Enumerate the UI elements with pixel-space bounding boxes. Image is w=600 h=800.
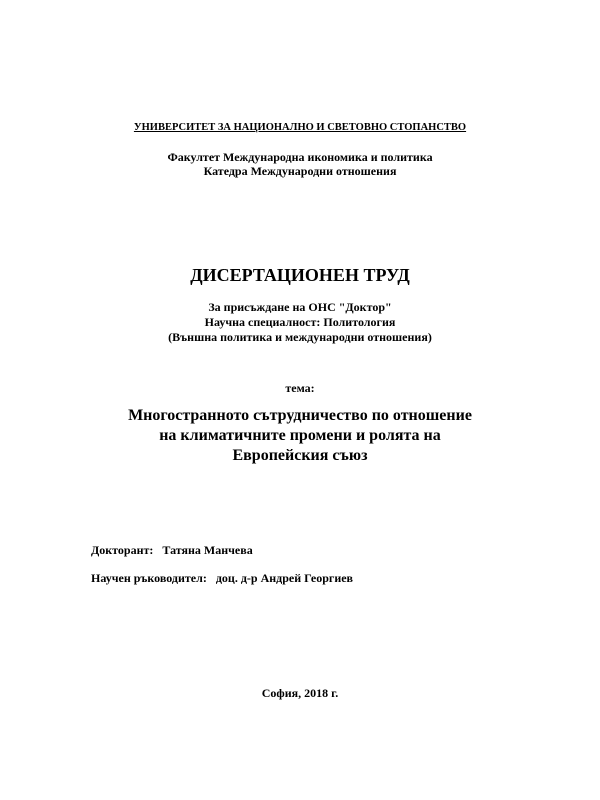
supervisor-label: Научен ръководител: xyxy=(91,571,207,585)
thesis-title-line: Европейския съюз xyxy=(232,447,368,464)
faculty-name: Факултет Международна икономика и политика xyxy=(167,150,433,164)
subspecialty-line: (Външна политика и международни отношения) xyxy=(168,330,432,344)
thesis-title-line: Многостранното сътрудничество по отношение xyxy=(128,407,472,424)
doctorant-name: Татяна Манчева xyxy=(162,543,253,557)
supervisor-name: доц. д-р Андрей Георгиев xyxy=(215,571,354,585)
supervisor-line xyxy=(91,571,353,586)
degree-line: За присъждане на ОНС "Доктор" xyxy=(208,300,392,314)
department-name: Катедра Международни отношения xyxy=(203,164,397,178)
doctorant-label: Докторант: xyxy=(91,543,154,557)
document-type-heading: ДИСЕРТАЦИОНЕН ТРУД xyxy=(190,265,410,285)
doctorant-line xyxy=(91,543,253,558)
university-name: УНИВЕРСИТЕТ ЗА НАЦИОНАЛНО И СВЕТОВНО СТОПАНСТВО xyxy=(133,122,467,133)
thesis-title-line: на климатичните промени и ролята на xyxy=(159,427,441,444)
place-date: София, 2018 г. xyxy=(261,686,339,700)
specialty-line: Научна специалност: Политология xyxy=(204,315,396,329)
thesis-title xyxy=(0,406,600,466)
topic-label: тема: xyxy=(285,381,315,395)
